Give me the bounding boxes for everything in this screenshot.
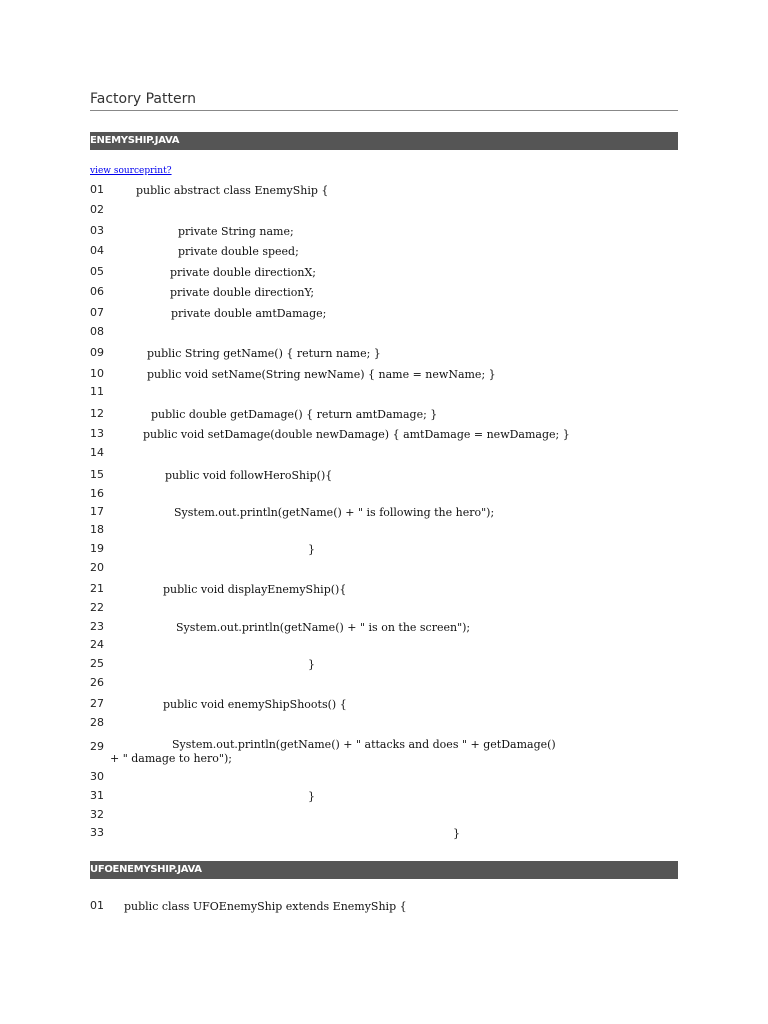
title-rule <box>90 110 678 111</box>
line-number: 01 <box>90 183 104 196</box>
line-number: 04 <box>90 244 104 257</box>
code-text: private double directionX; <box>170 266 317 279</box>
line-number: 24 <box>90 638 104 651</box>
line-number: 29 <box>90 740 104 753</box>
line-number: 25 <box>90 657 104 670</box>
code-text: System.out.println(getName() + " is following the hero"); <box>174 506 495 519</box>
line-number: 23 <box>90 620 104 633</box>
line-number: 01 <box>90 899 104 912</box>
line-number: 28 <box>90 716 104 729</box>
code-text: public void setDamage(double newDamage) { amtDamage = newDamage; } <box>143 428 570 441</box>
line-number: 09 <box>90 346 104 359</box>
code-text: public void followHeroShip(){ <box>165 469 333 482</box>
code-text: public double getDamage() { return amtDamage; } <box>151 408 438 421</box>
line-number: 32 <box>90 808 104 821</box>
line-number: 20 <box>90 561 104 574</box>
line-number: 02 <box>90 203 104 216</box>
line-number: 21 <box>90 582 104 595</box>
code-text: public abstract class EnemyShip { <box>136 184 329 197</box>
line-number: 15 <box>90 468 104 481</box>
code-text: public void displayEnemyShip(){ <box>163 583 347 596</box>
line-number: 14 <box>90 446 104 459</box>
page-title: Factory Pattern <box>90 91 196 107</box>
code-text: } <box>308 543 315 556</box>
line-number: 19 <box>90 542 104 555</box>
line-number: 17 <box>90 505 104 518</box>
section-header-ufoenemyship: UFOENEMYSHIP.JAVA <box>90 861 678 879</box>
code-text: } <box>308 658 315 671</box>
section-header-enemyship: ENEMYSHIP.JAVA <box>90 132 678 150</box>
code-text: private double amtDamage; <box>171 307 327 320</box>
line-number: 22 <box>90 601 104 614</box>
code-text: public String getName() { return name; } <box>147 347 381 360</box>
code-text: System.out.println(getName() + " is on the screen"); <box>176 621 471 634</box>
code-text: private double speed; <box>178 245 299 258</box>
code-text: } <box>308 790 315 803</box>
line-number: 18 <box>90 523 104 536</box>
line-number: 08 <box>90 325 104 338</box>
code-text: public void setName(String newName) { name = newName; } <box>147 368 496 381</box>
line-number: 07 <box>90 306 104 319</box>
line-number: 05 <box>90 265 104 278</box>
line-number: 26 <box>90 676 104 689</box>
line-number: 31 <box>90 789 104 802</box>
view-source-link[interactable]: view sourceprint? <box>90 166 172 176</box>
line-number: 13 <box>90 427 104 440</box>
line-number: 33 <box>90 826 104 839</box>
code-text-continuation: + " damage to hero"); <box>110 752 232 765</box>
code-text: public void enemyShipShoots() { <box>163 698 347 711</box>
line-number: 10 <box>90 367 104 380</box>
line-number: 06 <box>90 285 104 298</box>
line-number: 03 <box>90 224 104 237</box>
code-text: private String name; <box>178 225 294 238</box>
code-text: private double directionY; <box>170 286 315 299</box>
line-number: 27 <box>90 697 104 710</box>
line-number: 16 <box>90 487 104 500</box>
code-text: System.out.println(getName() + " attacks and does " + getDamage() <box>172 738 556 751</box>
line-number: 12 <box>90 407 104 420</box>
code-text: public class UFOEnemyShip extends EnemyShip { <box>124 900 407 913</box>
code-text: } <box>453 827 460 840</box>
line-number: 30 <box>90 770 104 783</box>
line-number: 11 <box>90 385 104 398</box>
